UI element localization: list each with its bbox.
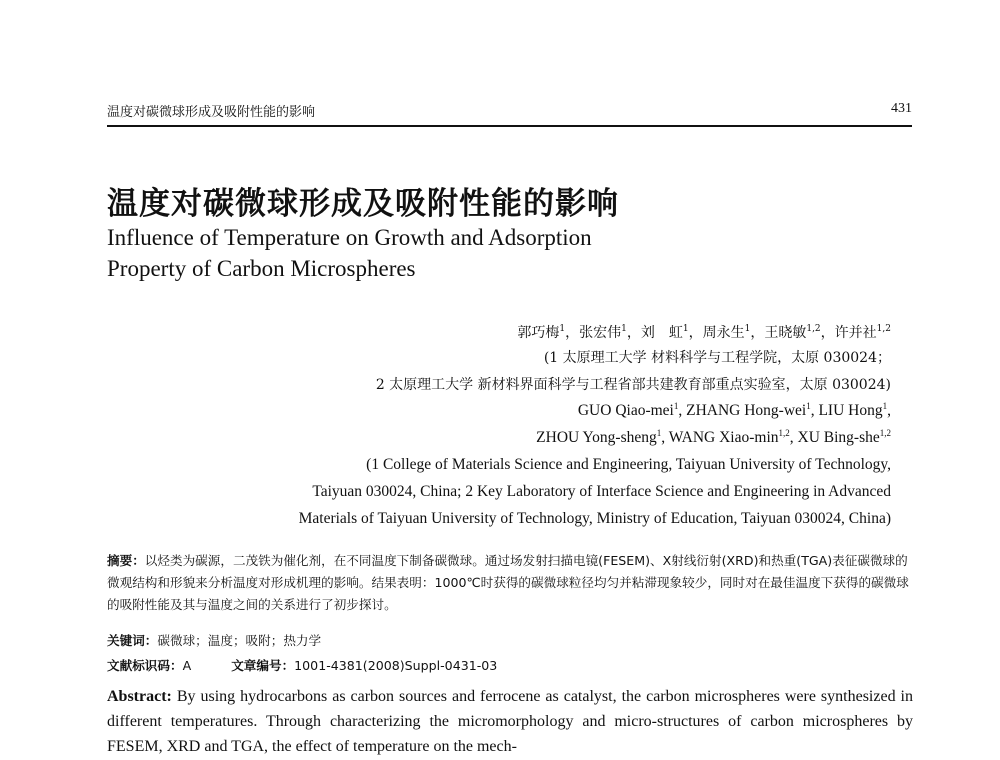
affiliation-mark: 1,2: [879, 428, 891, 438]
document-code-value: A: [182, 658, 192, 673]
header-rule: [107, 125, 912, 127]
author-name: GUO Qiao-mei: [577, 402, 674, 419]
authors-english-line-2: [536, 429, 891, 447]
authors-chinese: [517, 322, 891, 342]
author-name: WANG Xiao-min: [668, 429, 779, 446]
abstract-chinese: [107, 550, 917, 616]
author-name: ZHOU Yong-sheng: [536, 429, 657, 446]
document-codes: [107, 655, 497, 674]
affiliation-mark: 1: [682, 324, 689, 334]
affiliation-mark: 1: [559, 324, 566, 334]
keywords-label: 关键词：: [107, 633, 158, 648]
author-separator: ，: [820, 325, 835, 341]
affiliation-mark: 1: [744, 324, 751, 334]
author-separator: ，: [688, 325, 703, 341]
affiliation-mark: 1: [806, 401, 811, 411]
author-name: 周永生: [702, 325, 745, 341]
abstract-chinese-text: 以烃类为碳源，二茂铁为催化剂，在不同温度下制备碳微球。通过场发射扫描电镜(FESEM)、X射线衍射(XRD)和热重(TGA)表征碳微球的微观结构和形貌来分析温度对形成机理的影响。结果表明：1000℃时获得的碳微球粒径均匀并粘滞现象较少，同时对在最佳温度下获得的碳微球的吸附性能及其与温度之间的关系进行了初步探讨。: [107, 553, 909, 612]
abstract-english-label: Abstract:: [107, 688, 172, 705]
author-name: LIU Hong: [818, 402, 883, 419]
author-separator: ,: [887, 402, 891, 419]
author-name: 刘 虹: [640, 325, 683, 341]
abstract-chinese-label: 摘要：: [107, 553, 145, 568]
affiliation-chinese-line-2: 2 太原理工大学 新材料界面科学与工程省部共建教育部重点实验室，太原 030024): [375, 377, 891, 393]
title-english-line-2: Property of Carbon Microspheres: [107, 256, 416, 281]
abstract-english-text: By using hydrocarbons as carbon sources and ferrocene as catalyst, the carbon microspheres were synthesized in different temperatures. Through characterizing the micromorphology and micro-structures of carbon microspheres by FESEM, XRD and TGA, the effect of temperature on the mech-: [107, 688, 914, 755]
affiliation-chinese-line-1: (1 太原理工大学 材料科学与工程学院，太原 030024；: [543, 350, 891, 366]
affiliation-english-line-1: (1 College of Materials Science and Engineering, Taiyuan University of Technology,: [366, 456, 891, 473]
author-name: 许并社: [834, 325, 877, 341]
author-separator: ,: [661, 429, 669, 446]
document-code-label: 文献标识码：: [107, 658, 183, 673]
author-name: ZHANG Hong-wei: [686, 402, 807, 419]
keywords: [107, 630, 321, 649]
author-name: 张宏伟: [579, 325, 622, 341]
affiliation-mark: 1: [673, 401, 679, 411]
authors-english-line-1: [578, 402, 891, 420]
affiliation-mark: 1: [882, 401, 888, 411]
title-english-line-1: Influence of Temperature on Growth and Adsorption: [107, 225, 592, 250]
author-separator: ，: [626, 325, 641, 341]
affiliation-english-line-2: Taiyuan 030024, China; 2 Key Laboratory of Interface Science and Engineering in Advanced: [312, 483, 891, 500]
author-separator: ,: [789, 429, 798, 446]
author-separator: ,: [678, 402, 687, 419]
keywords-text: 碳微球；温度；吸附；热力学: [157, 633, 322, 648]
affiliation-mark: 1,2: [778, 428, 790, 438]
author-separator: ，: [565, 325, 580, 341]
page-number: 431: [891, 101, 912, 116]
affiliation-english-line-3: Materials of Taiyuan University of Technology, Ministry of Education, Taiyuan 030024, China): [298, 510, 891, 527]
article-number-label: 文章编号：: [231, 658, 295, 673]
author-name: XU Bing-she: [797, 429, 880, 446]
author-separator: ，: [750, 325, 765, 341]
author-separator: ,: [810, 402, 819, 419]
running-header: [107, 101, 912, 123]
abstract-english: [107, 684, 913, 759]
author-name: 王晓敏: [764, 325, 807, 341]
author-name: 郭巧梅: [517, 325, 560, 341]
affiliation-mark: 1,2: [876, 324, 891, 334]
title-chinese: 温度对碳微球形成及吸附性能的影响: [107, 186, 619, 222]
affiliation-mark: 1: [656, 428, 662, 438]
article-number-value: 1001-4381(2008)Suppl-0431-03: [294, 658, 498, 673]
running-title: 温度对碳微球形成及吸附性能的影响: [107, 105, 316, 120]
affiliation-mark: 1,2: [806, 324, 821, 334]
affiliation-mark: 1: [621, 324, 627, 334]
